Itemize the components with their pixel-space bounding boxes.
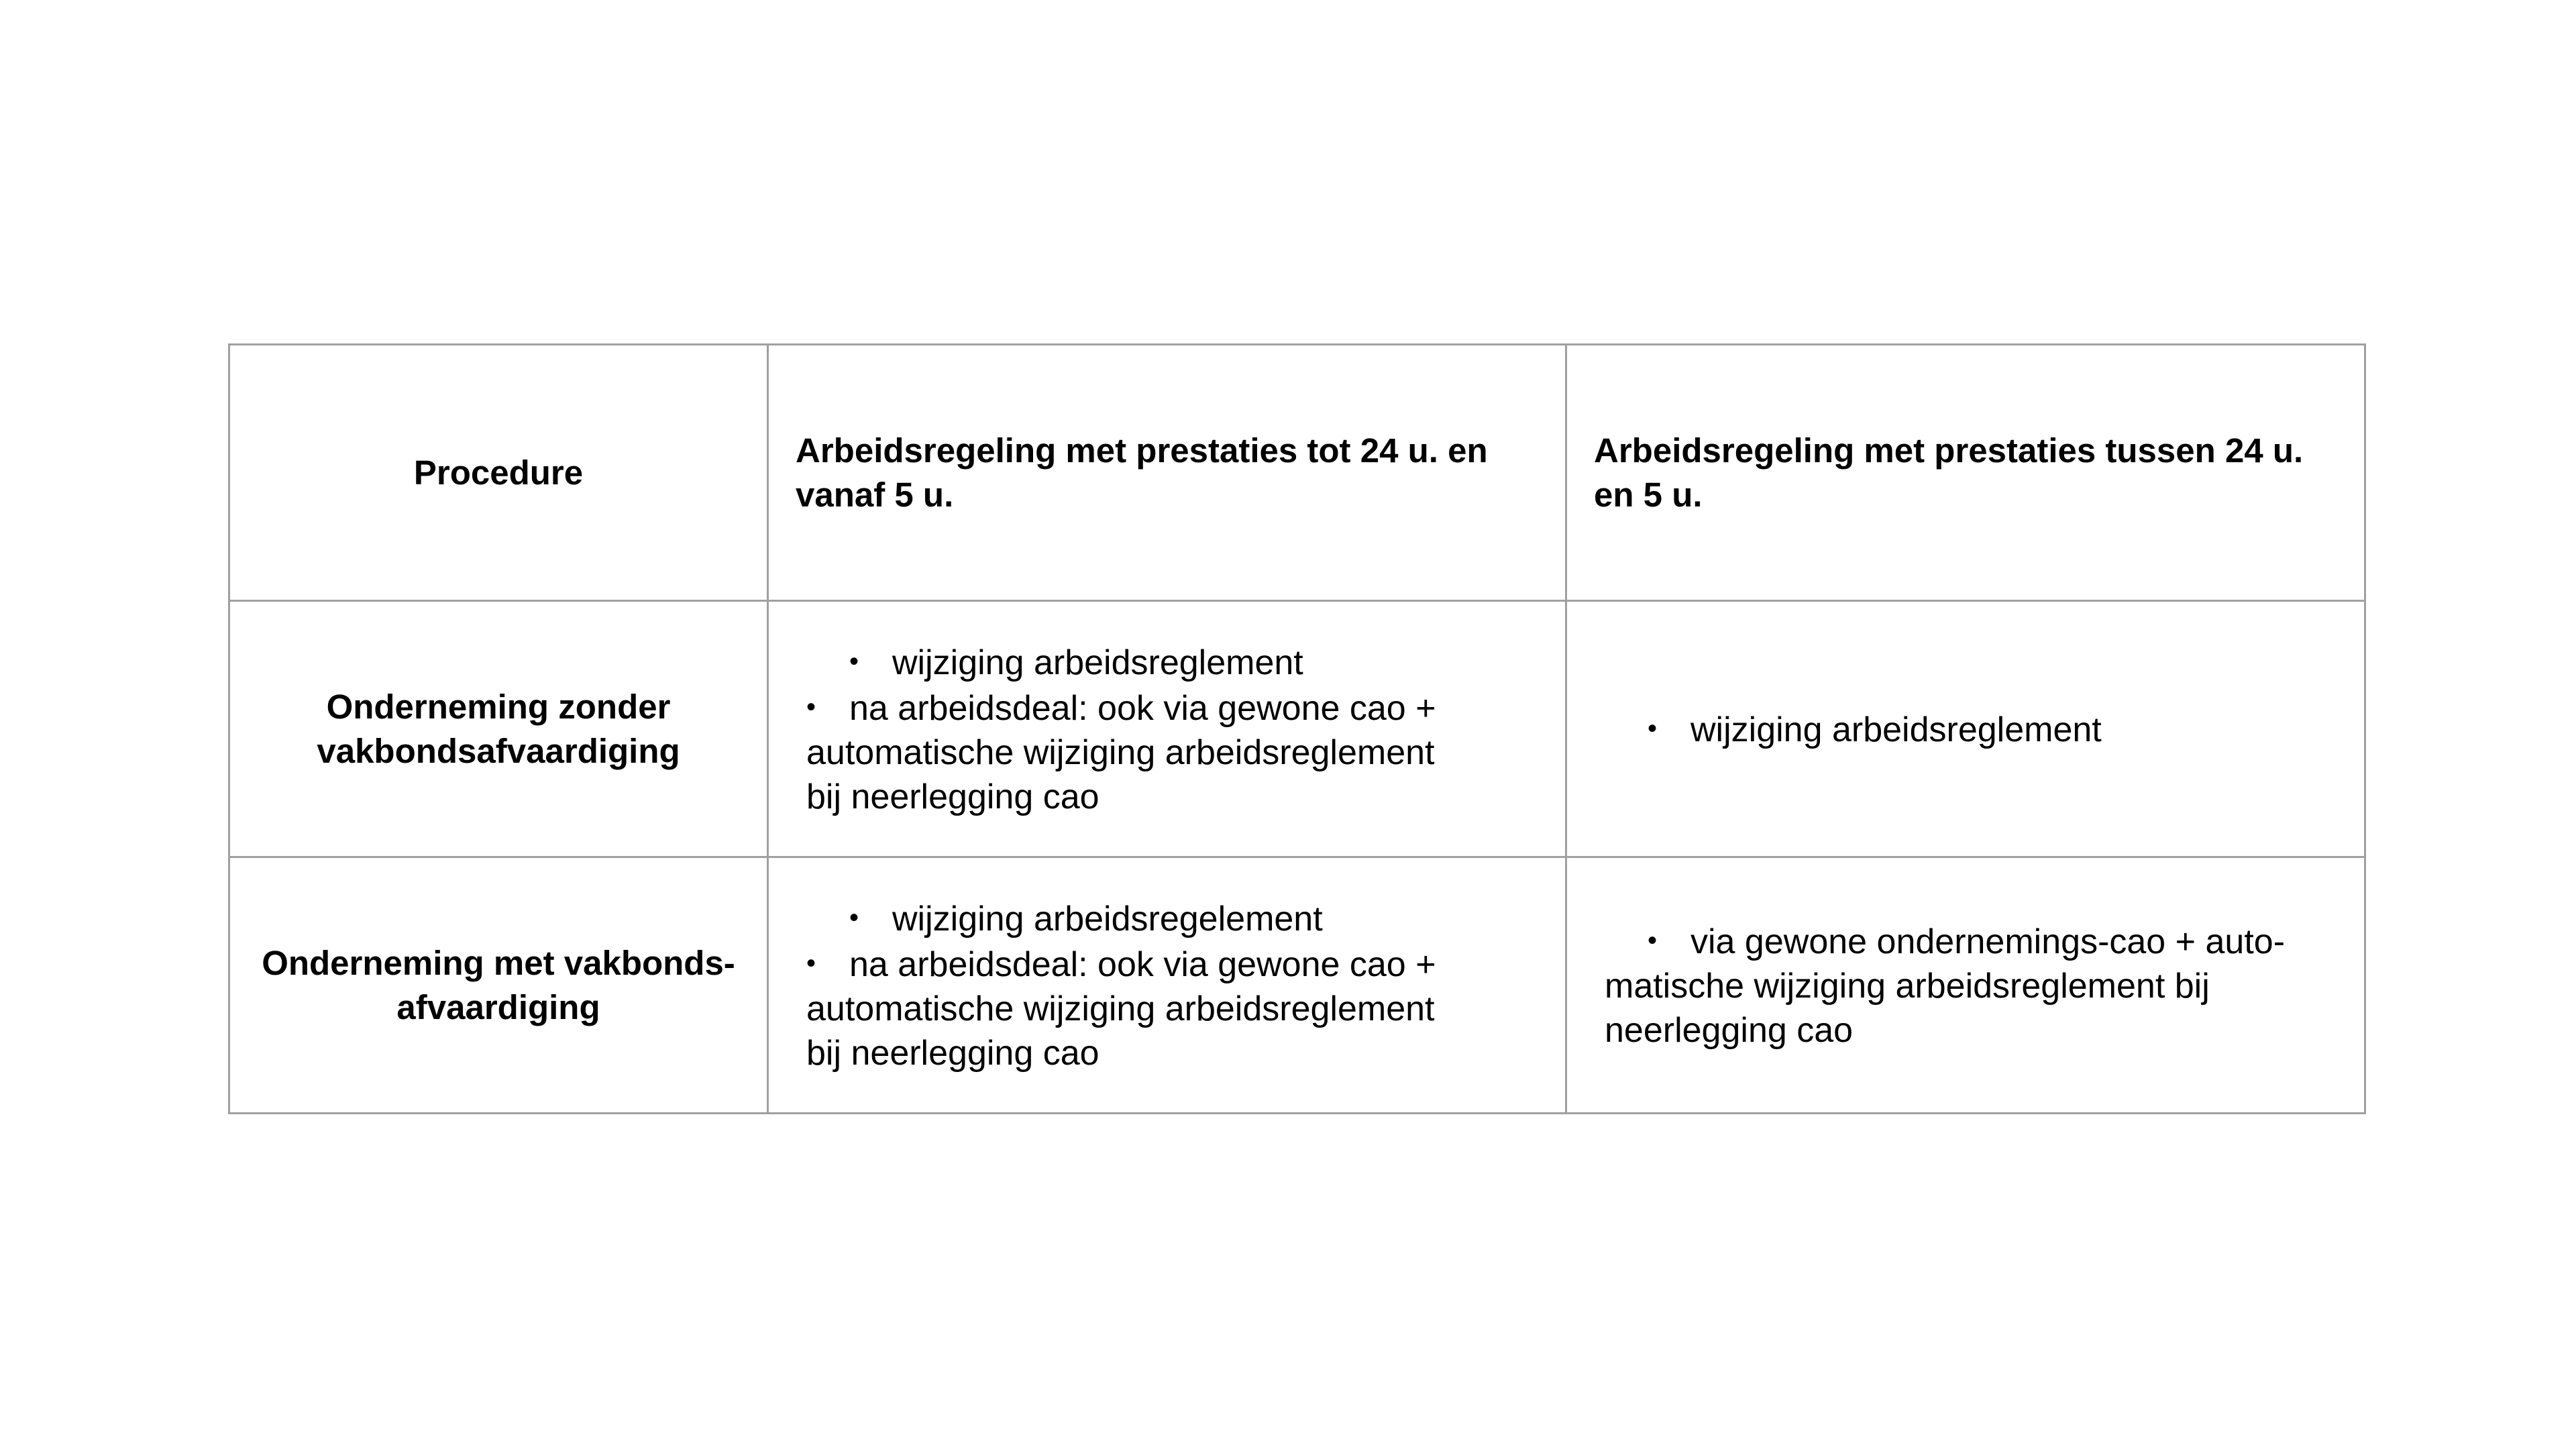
row-label-with-union: Onderneming met vakbonds-afvaardiging <box>229 857 768 1114</box>
list-item-continuation: neerlegging cao <box>1605 1010 1854 1050</box>
list-item <box>849 896 1538 941</box>
header-procedure: Procedure <box>229 345 768 601</box>
bullet-icon: • <box>849 902 859 932</box>
list-item-continuation: automatische wijziging arbeidsreglement <box>806 989 1435 1028</box>
list-item-continuation: matische wijziging arbeidsreglement bij <box>1605 966 2210 1006</box>
table-header-row <box>229 345 2365 601</box>
list-item-text: wijziging arbeidsreglement <box>892 643 1303 682</box>
list-item-text: via gewone ondernemings-cao + auto- <box>1690 922 2286 961</box>
cell-with-union-day <box>768 857 1566 1114</box>
list-item <box>1648 706 2337 752</box>
list-item-continuation: automatische wijziging arbeidsreglement <box>806 733 1435 772</box>
table-row <box>229 857 2365 1114</box>
list-item <box>1648 918 2337 964</box>
procedure-table <box>228 343 2366 1114</box>
bullet-icon: • <box>1648 925 1658 955</box>
list-item <box>806 685 1538 731</box>
list-item-continuation: bij neerlegging cao <box>806 777 1099 816</box>
header-night-regime: Arbeidsregeling met prestaties tussen 24 u. en 5 u. <box>1566 345 2365 601</box>
row-label-without-union: Onderneming zonder vakbondsafvaardiging <box>229 601 768 857</box>
list-item-continuation: bij neerlegging cao <box>806 1033 1099 1073</box>
bullet-icon: • <box>806 948 816 978</box>
list-item-text: wijziging arbeidsregelement <box>892 899 1323 938</box>
header-day-regime: Arbeidsregeling met prestaties tot 24 u. en vanaf 5 u. <box>768 345 1566 601</box>
table-row <box>229 601 2365 857</box>
cell-with-union-night <box>1566 857 2365 1114</box>
cell-without-union-day <box>768 601 1566 857</box>
list-item <box>806 941 1538 987</box>
cell-without-union-night <box>1566 601 2365 857</box>
list-item-text: na arbeidsdeal: ook via gewone cao + <box>849 945 1436 984</box>
list-item-text: wijziging arbeidsreglement <box>1690 710 2102 749</box>
bullet-icon: • <box>1648 713 1658 743</box>
bullet-icon: • <box>849 646 859 676</box>
list-item-text: na arbeidsdeal: ook via gewone cao + <box>849 688 1436 728</box>
list-item <box>849 639 1538 685</box>
bullet-icon: • <box>806 692 816 722</box>
